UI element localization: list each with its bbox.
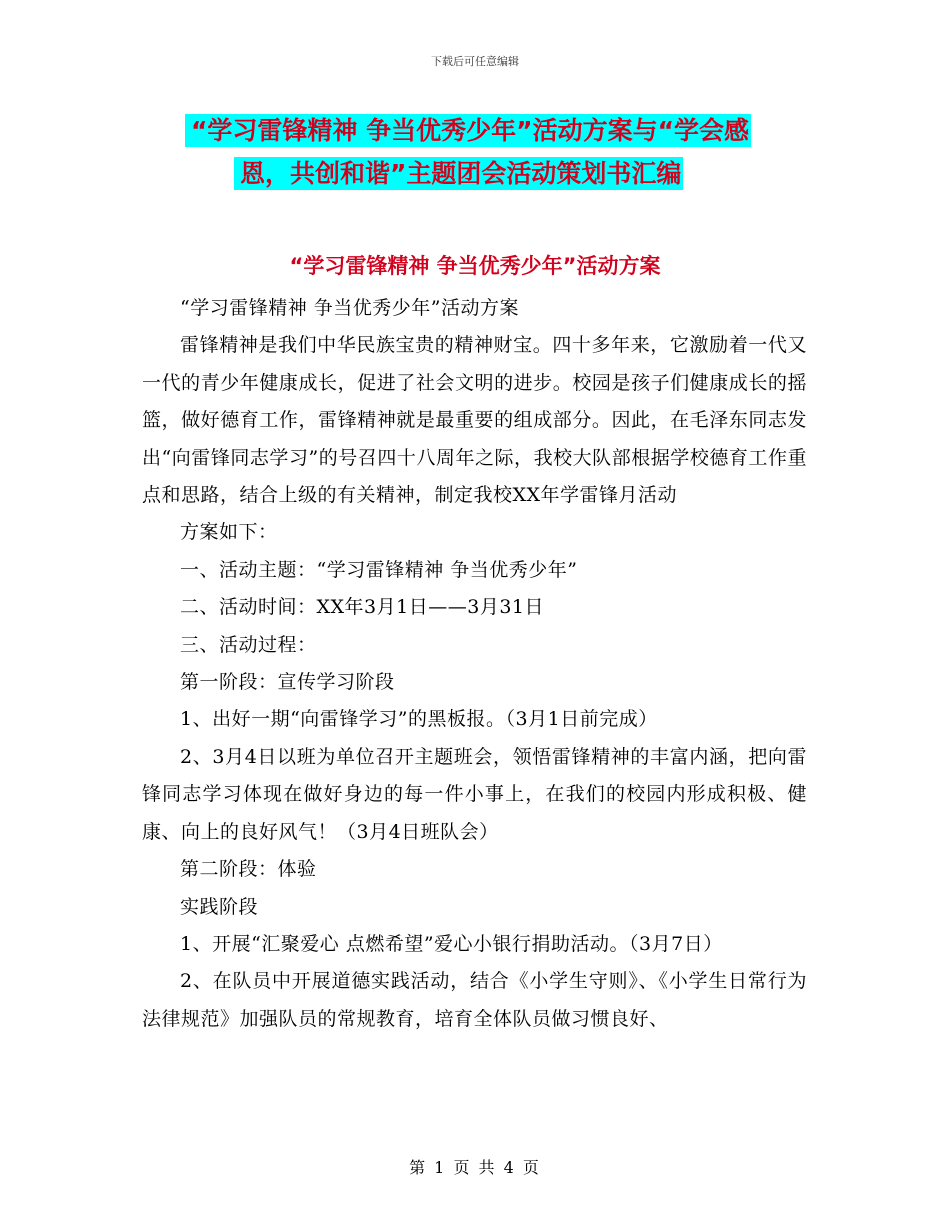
- paragraph: 三、活动过程：: [180, 633, 317, 656]
- paragraph: 方案如下：: [180, 521, 278, 544]
- document-body: [142, 290, 807, 1038]
- paragraph: 二、活动时间：XX年3月1日——3月31日: [180, 596, 544, 619]
- paragraph: 2、在队员中开展道德实践活动，结合《小学生守则》、《小学生日常行为法律规范》加强队员的常规教育，培育全体队员做习惯良好、: [142, 970, 807, 1030]
- document-title-line-1: [185, 115, 815, 147]
- paragraph: “学习雷锋精神 争当优秀少年”活动方案: [180, 297, 519, 319]
- page-header-note: 下载后可任意编辑: [431, 55, 519, 68]
- document-title-line-2: [234, 158, 864, 190]
- paragraph: 第一阶段：宣传学习阶段: [180, 671, 395, 694]
- paragraph: 1、开展“汇聚爱心 点燃希望”爱心小银行捐助活动。（3月7日）: [180, 932, 723, 955]
- section-title: “学习雷锋精神 争当优秀少年”活动方案: [289, 254, 661, 278]
- paragraph: 雷锋精神是我们中华民族宝贵的精神财宝。四十多年来，它激励着一代又一代的青少年健康成长，促进了社会文明的进步。校园是孩子们健康成长的摇篮，做好德育工作，雷锋精神就是最重要的组成部分。因此，在毛泽东同志发出“向雷锋同志学习”的号召四十八周年之际，我校大队部根据学校德育工作重点和思路，结合上级的有关精神，制定我校XX年学雷锋月活动: [142, 334, 807, 507]
- document-title-text-2: 恩，共创和谐”主题团会活动策划书汇编: [234, 157, 683, 190]
- paragraph: 1、出好一期“向雷锋学习”的黑板报。（3月1日前完成）: [180, 708, 658, 731]
- paragraph: 实践阶段: [180, 895, 259, 918]
- page-number-footer: 第 1 页 共 4 页: [409, 1158, 541, 1177]
- paragraph: 一、活动主题：“学习雷锋精神 争当优秀少年”: [180, 558, 578, 581]
- paragraph: 2、3月4日以班为单位召开主题班会，领悟雷锋精神的丰富内涵，把向雷锋同志学习体现在做好身边的每一件小事上，在我们的校园内形成积极、健康、向上的良好风气！（3月4日班队会）: [142, 745, 807, 843]
- document-title-text-1: “学习雷锋精神 争当优秀少年”活动方案与“学会感: [185, 114, 751, 147]
- paragraph: 第二阶段：体验: [180, 858, 317, 881]
